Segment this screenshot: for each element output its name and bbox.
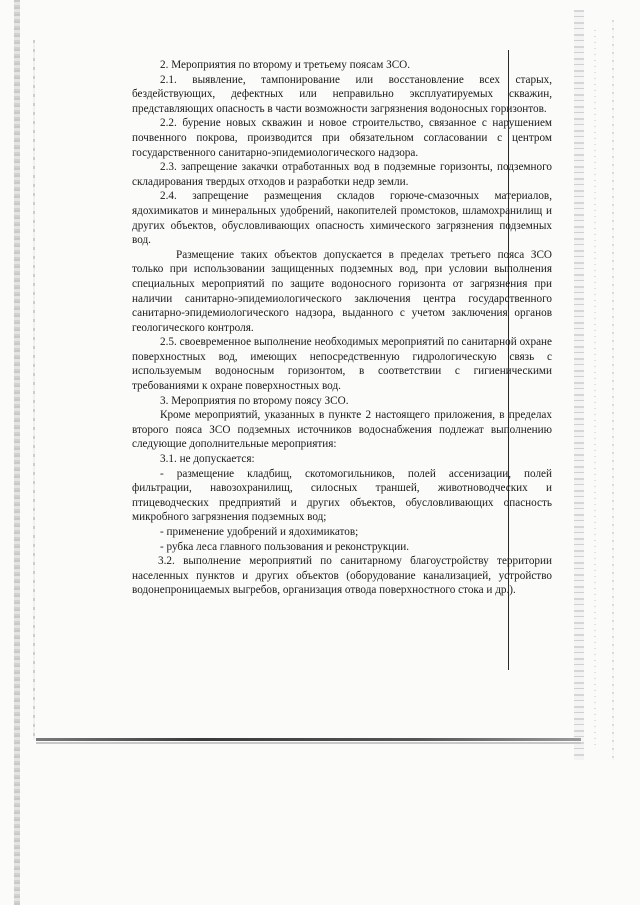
scan-edge-right-line (594, 30, 596, 750)
list-item-fertilizers: - применение удобрений и ядохимикатов; (160, 526, 359, 538)
paragraph-3-1: 3.1. не допускается: (160, 453, 255, 466)
list-item-cemeteries: - размещение кладбищ, скотомогильников, полей ассенизации, полей фильтрации, навозохранилищ, силосных траншей, животноводческих и птицеводческих предприятий и других объектов, обусловливающих опасность микробного загрязнения подземных вод; (132, 467, 552, 524)
paragraph-2-4: 2.4. запрещение размещения складов горюче-смазочных материалов, ядохимикатов и минеральных удобрений, накопителей промстоков, шламохранилищ и других объектов, обусловливающих опасность химического загрязнения подземных вод. (132, 190, 552, 247)
scan-bottom-shadow (36, 738, 581, 741)
section-heading-3: 3. Мероприятия по второму поясу ЗСО. (160, 394, 349, 407)
paragraph-2-3: 2.3. запрещение закачки отработанных вод в подземные горизонты, подземного складирования твердых отходов и разработки недр земли. (132, 161, 552, 188)
scan-edge-left (14, 0, 20, 905)
paragraph-placement: Размещение таких объектов допускается в пределах третьего пояса ЗСО только при использовании защищенных подземных вод, при условии выполнения специальных мероприятий по защите водоносного горизонта от загрязнения при наличии санитарно-эпидемиологического заключения центра государственного санитарно-эпидемиологического надзора, выданного с учетом заключения органов геологического контроля. (132, 248, 552, 334)
scan-edge-right (574, 10, 584, 760)
scan-bottom-shadow-light (36, 742, 581, 744)
list-item-logging: - рубка леса главного пользования и реконструкции. (160, 540, 410, 553)
paragraph-3-intro: Кроме мероприятий, указанных в пункте 2 настоящего приложения, в пределах второго пояса ЗСО подземных источников водоснабжения подлежат выполнению следующие дополнительные мероприятия: (132, 409, 552, 451)
section-heading-2: 2. Мероприятия по второму и третьему поясам ЗСО. (160, 59, 411, 71)
document-body (132, 58, 552, 598)
scan-edge-left-line (33, 40, 35, 740)
paragraph-3-2: 3.2. выполнение мероприятий по санитарному благоустройству территории населенных пунктов и других объектов (оборудование канализацией, устройство водонепроницаемых выгребов, организация отвода поверхностного стока и др.). (132, 555, 552, 597)
paragraph-2-2: 2.2. бурение новых скважин и новое строительство, связанное с нарушением почвенного покрова, производится при обязательном согласовании с центром государственного санитарно-эпидемиологического надзора. (132, 117, 552, 159)
paragraph-2-1: 2.1. выявление, тампонирование или восстановление всех старых, бездействующих, дефектных или неправильно эксплуатируемых скважин, представляющих опасность в части возможности загрязнения водоносных горизонтов. (132, 73, 552, 115)
scan-edge-right-line-outer (612, 20, 614, 760)
paragraph-2-5: 2.5. своевременное выполнение необходимых мероприятий по санитарной охране поверхностных вод, имеющих непосредственную гидрологическую связь с используемым водоносным горизонтом, в соответствии с гигиеническими требованиями к охране поверхностных вод. (132, 336, 552, 393)
